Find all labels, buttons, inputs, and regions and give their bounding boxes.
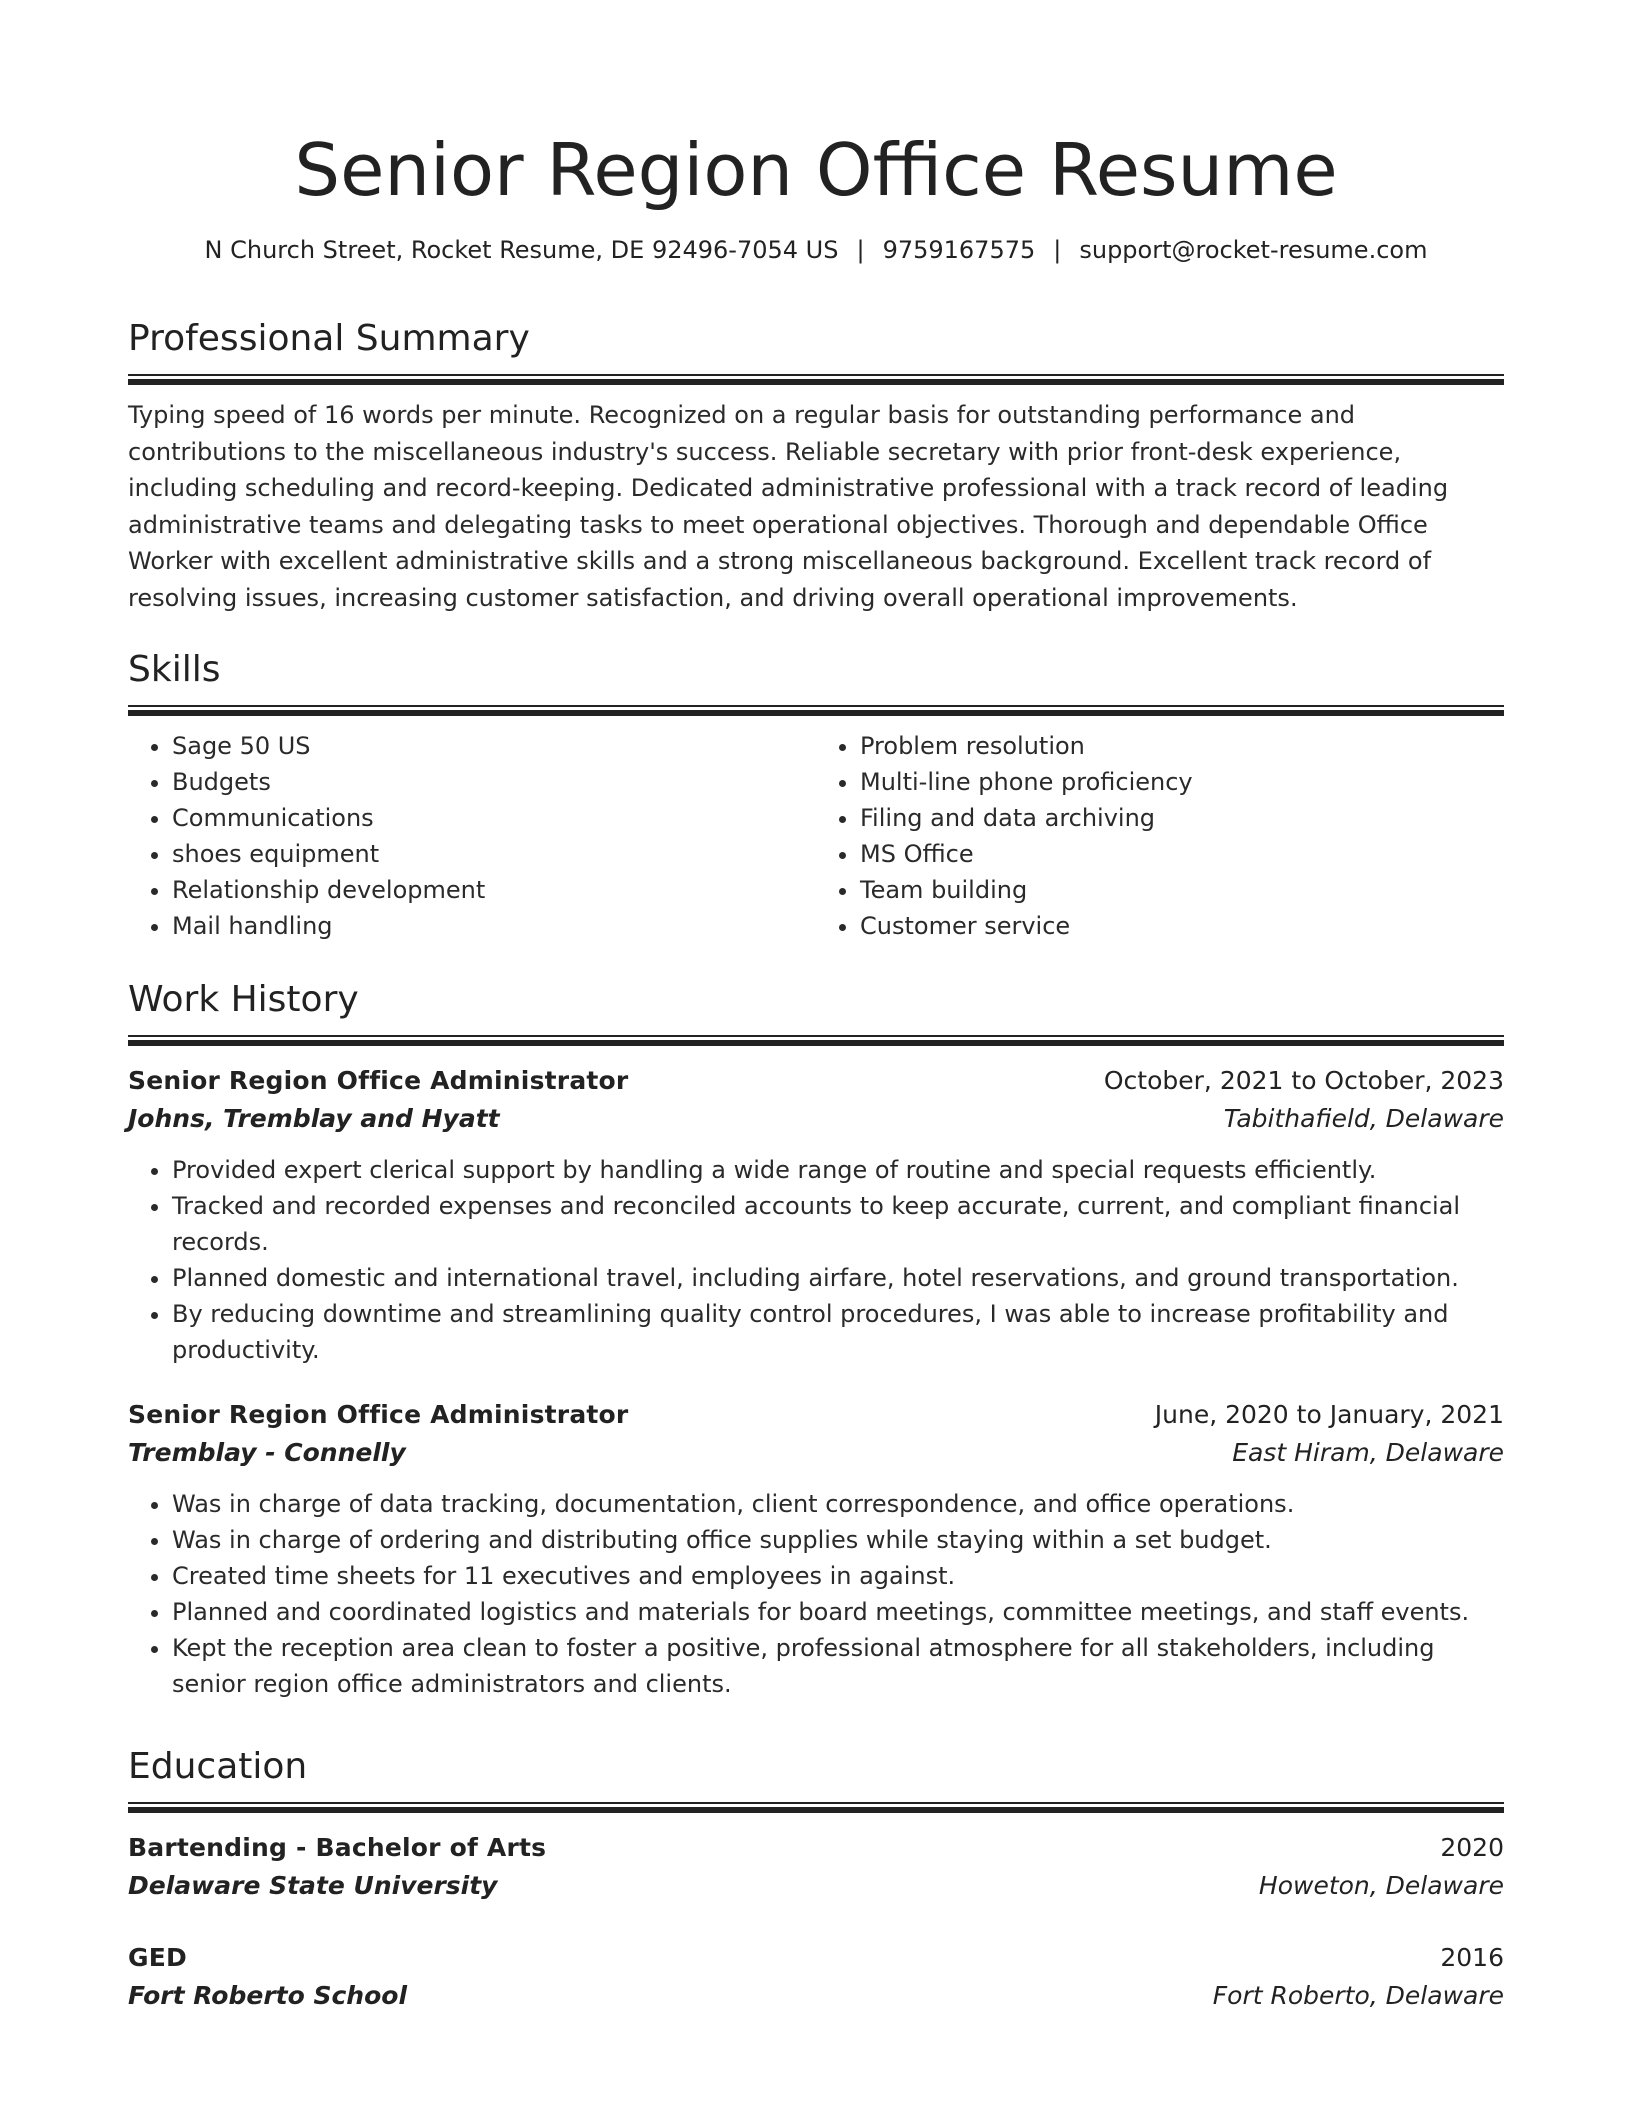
education-year: 2016 bbox=[1440, 1943, 1504, 1972]
education-section bbox=[128, 1744, 1504, 2015]
education-location: Howeton, Delaware bbox=[1258, 1871, 1504, 1900]
skill-item: • Multi-line phone proficiency bbox=[860, 764, 1504, 800]
resume-page bbox=[128, 0, 1504, 2010]
job-bullet: • Provided expert clerical support by handling a wide range of routine and special requests efficiently. bbox=[172, 1152, 1504, 1188]
skill-item: • Budgets bbox=[172, 764, 816, 800]
job-dates: June, 2020 to January, 2021 bbox=[1154, 1400, 1504, 1429]
job-dates: October, 2021 to October, 2023 bbox=[1103, 1066, 1504, 1095]
job-entry bbox=[128, 1396, 1504, 1702]
skill-item: • Sage 50 US bbox=[172, 728, 816, 764]
job-bullets bbox=[128, 1152, 1504, 1368]
job-bullet: • By reducing downtime and streamlining quality control procedures, I was able to increase profitability and productivity. bbox=[172, 1296, 1504, 1368]
skills-column-right bbox=[816, 728, 1504, 944]
section-divider bbox=[128, 374, 1504, 385]
job-company: Johns, Tremblay and Hyatt bbox=[128, 1104, 500, 1133]
contact-phone: 9759167575 bbox=[882, 236, 1036, 264]
section-title-skills: Skills bbox=[128, 649, 221, 690]
job-title: Senior Region Office Administrator bbox=[128, 1400, 629, 1429]
skill-item: • Communications bbox=[172, 800, 816, 836]
summary-section bbox=[128, 316, 1504, 616]
job-location: East Hiram, Delaware bbox=[1232, 1438, 1504, 1467]
education-school: Fort Roberto School bbox=[128, 1981, 408, 2010]
education-location: Fort Roberto, Delaware bbox=[1212, 1981, 1504, 2010]
job-bullet: • Created time sheets for 11 executives and employees in against. bbox=[172, 1558, 1504, 1594]
job-bullets bbox=[128, 1486, 1504, 1702]
job-entry bbox=[128, 1062, 1504, 1368]
skills-section bbox=[128, 647, 1504, 944]
section-title-work-history: Work History bbox=[128, 979, 359, 1020]
skill-item: • Filing and data archiving bbox=[860, 800, 1504, 836]
skill-item: • Mail handling bbox=[172, 908, 816, 944]
job-bullet: • Tracked and recorded expenses and reconciled accounts to keep accurate, current, and compliant financial records. bbox=[172, 1188, 1504, 1260]
job-bullet: • Was in charge of ordering and distributing office supplies while staying within a set budget. bbox=[172, 1522, 1504, 1558]
education-entry bbox=[128, 1939, 1504, 2015]
skill-item: • shoes equipment bbox=[172, 836, 816, 872]
job-title: Senior Region Office Administrator bbox=[128, 1066, 629, 1095]
job-bullet: • Planned and coordinated logistics and materials for board meetings, committee meetings, and staff events. bbox=[172, 1594, 1504, 1630]
job-bullet: • Was in charge of data tracking, documentation, client correspondence, and office operations. bbox=[172, 1486, 1504, 1522]
job-bullet: • Kept the reception area clean to foster a positive, professional atmosphere for all stakeholders, including senior region office administrators and clients. bbox=[172, 1630, 1504, 1702]
job-location: Tabithafield, Delaware bbox=[1223, 1104, 1504, 1133]
work-history-section bbox=[128, 977, 1504, 1702]
section-title-summary: Professional Summary bbox=[128, 318, 530, 359]
skill-item: • Problem resolution bbox=[860, 728, 1504, 764]
job-bullet: • Planned domestic and international travel, including airfare, hotel reservations, and ground transportation. bbox=[172, 1260, 1504, 1296]
resume-title: Senior Region Office Resume bbox=[294, 128, 1338, 212]
skill-item: • MS Office bbox=[860, 836, 1504, 872]
summary-text: Typing speed of 16 words per minute. Recognized on a regular basis for outstanding performance and contributions to the miscellaneous industry's success. Reliable secretary with prior front-desk experience, including scheduling and record-keeping. Dedicated administrative professional with a track record of leading administrative teams and delegating tasks to meet operational objectives. Thorough and dependable Office Worker with excellent administrative skills and a strong miscellaneous background. Excellent track record of resolving issues, increasing customer satisfaction, and driving overall operational improvements. bbox=[128, 401, 1449, 612]
education-degree: Bartending - Bachelor of Arts bbox=[128, 1833, 547, 1862]
section-title-education: Education bbox=[128, 1746, 308, 1787]
section-divider bbox=[128, 705, 1504, 716]
education-entry bbox=[128, 1829, 1504, 1905]
skill-item: • Relationship development bbox=[172, 872, 816, 908]
education-degree: GED bbox=[128, 1943, 187, 1972]
education-school: Delaware State University bbox=[128, 1871, 498, 1900]
education-year: 2020 bbox=[1440, 1833, 1504, 1862]
skill-item: • Customer service bbox=[860, 908, 1504, 944]
job-company: Tremblay - Connelly bbox=[128, 1438, 406, 1467]
skills-grid bbox=[128, 728, 1504, 944]
contact-separator: | bbox=[856, 236, 865, 264]
contact-email: support@rocket-resume.com bbox=[1079, 236, 1428, 264]
contact-separator: | bbox=[1053, 236, 1062, 264]
skill-item: • Team building bbox=[860, 872, 1504, 908]
section-divider bbox=[128, 1035, 1504, 1046]
skills-column-left bbox=[128, 728, 816, 944]
section-divider bbox=[128, 1802, 1504, 1813]
contact-address: N Church Street, Rocket Resume, DE 92496-7054 US bbox=[204, 236, 839, 264]
contact-line bbox=[128, 234, 1504, 266]
